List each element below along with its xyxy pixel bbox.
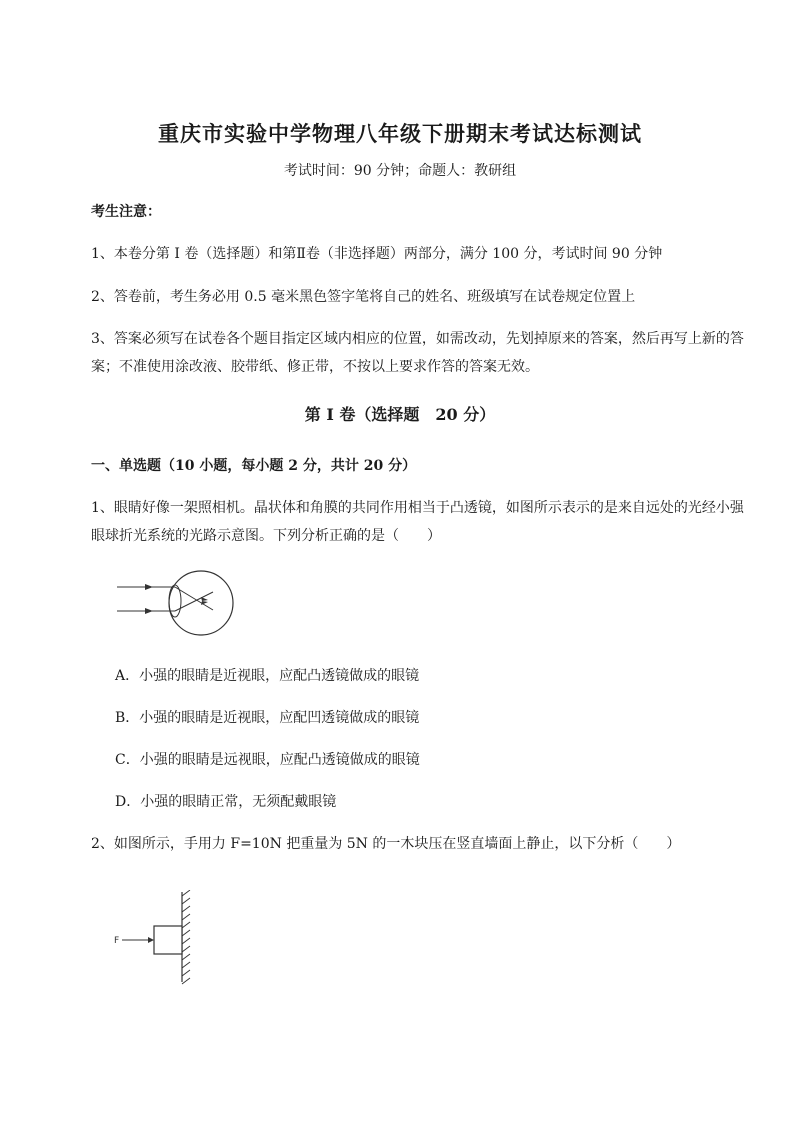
q1-option-c: C．小强的眼睛是远视眼，应配凸透镜做成的眼镜	[115, 752, 420, 768]
page-title: 重庆市实验中学物理八年级下册期末考试达标测试	[158, 121, 642, 146]
q1-option-b: B．小强的眼睛是近视眼，应配凹透镜做成的眼镜	[115, 710, 420, 726]
eye-diagram	[113, 565, 253, 645]
part-heading: 一、单选题（10 小题，每小题 2 分，共计 20 分）	[91, 458, 417, 474]
q1-option-d: D．小强的眼睛正常，无须配戴眼镜	[115, 794, 337, 810]
note-item-1: 1、本卷分第 I 卷（选择题）和第Ⅱ卷（非选择题）两部分，满分 100 分，考试时间 90 分钟	[91, 246, 663, 262]
section-title: 第 I 卷（选择题 20 分）	[304, 405, 496, 424]
block-wall-diagram	[112, 890, 222, 990]
notes-heading: 考生注意：	[91, 204, 161, 220]
exam-info: 考试时间：90 分钟；命题人：教研组	[283, 163, 517, 179]
q1-option-a: A．小强的眼睛是近视眼，应配凸透镜做成的眼镜	[115, 668, 420, 684]
question-2-stem: 2、如图所示，手用力 F=10N 把重量为 5N 的一木块压在竖直墙面上静止，以下分析（ ）	[91, 836, 681, 852]
force-label: F	[114, 936, 120, 946]
question-1-stem: 1、眼睛好像一架照相机。晶状体和角膜的共同作用相当于凸透镜，如图所示表示的是来自远处的光经小强眼球折光系统的光路示意图。下列分析正确的是（ ）	[91, 500, 744, 544]
note-item-2: 2、答卷前，考生务必用 0.5 毫米黑色签字笔将自己的姓名、班级填写在试卷规定位置上	[91, 289, 636, 305]
note-item-3: 3、答案必须写在试卷各个题目指定区域内相应的位置，如需改动，先划掉原来的答案，然后再写上新的答案；不准使用涂改液、胶带纸、修正带，不按以上要求作答的答案无效。	[91, 331, 744, 375]
